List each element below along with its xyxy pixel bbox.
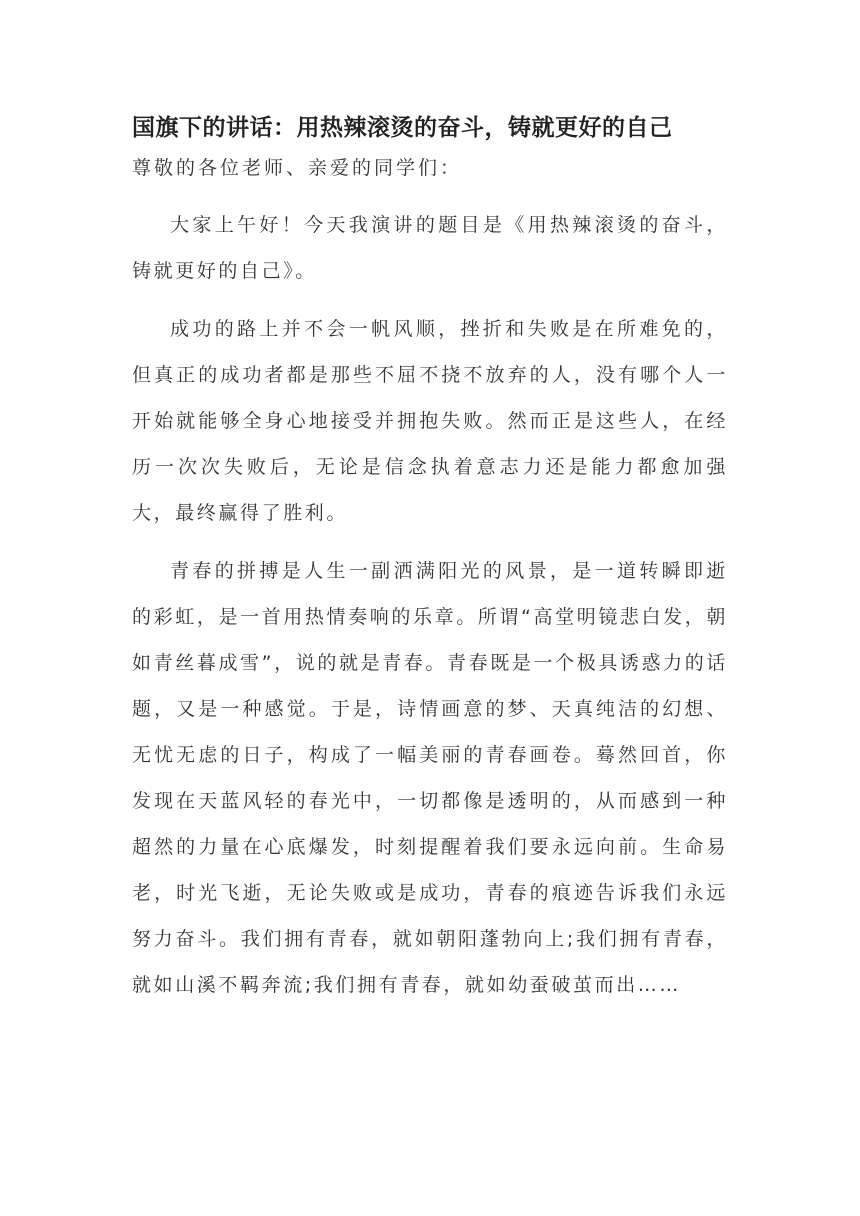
paragraph-greeting: 大家上午好！今天我演讲的题目是《用热辣滚烫的奋斗，铸就更好的自己》。 (132, 214, 728, 282)
document-page (132, 108, 728, 1008)
document-title: 国旗下的讲话：用热辣滚烫的奋斗，铸就更好的自己 (132, 115, 673, 141)
paragraph-success: 成功的路上并不会一帆风顺，挫折和失败是在所难免的，但真正的成功者都是那些不屈不挠不放弃的人，没有哪个人一开始就能够全身心地接受并拥抱失败。然而正是这些人，在经历一次次失败后，无论是信念执着意志力还是能力都愈加强大，最终赢得了胜利。 (132, 318, 728, 524)
salutation: 尊敬的各位老师、亲爱的同学们： (132, 157, 463, 179)
paragraph-youth: 青春的拼搏是人生一副洒满阳光的风景，是一道转瞬即逝的彩虹，是一首用热情奏响的乐章。所谓“高堂明镜悲白发，朝如青丝暮成雪”，说的就是青春。青春既是一个极具诱惑力的话题，又是一种感觉。于是，诗情画意的梦、天真纯洁的幻想、无忧无虑的日子，构成了一幅美丽的青春画卷。蓦然回首，你发现在天蓝风轻的春光中，一切都像是透明的，从而感到一种超然的力量在心底爆发，时刻提醒着我们要永远向前。生命易老，时光飞逝，无论失败或是成功，青春的痕迹告诉我们永远努力奋斗。我们拥有青春，就如朝阳蓬勃向上;我们拥有青春，就如山溪不羁奔流;我们拥有青春，就如幼蚕破茧而出…… (132, 560, 728, 996)
